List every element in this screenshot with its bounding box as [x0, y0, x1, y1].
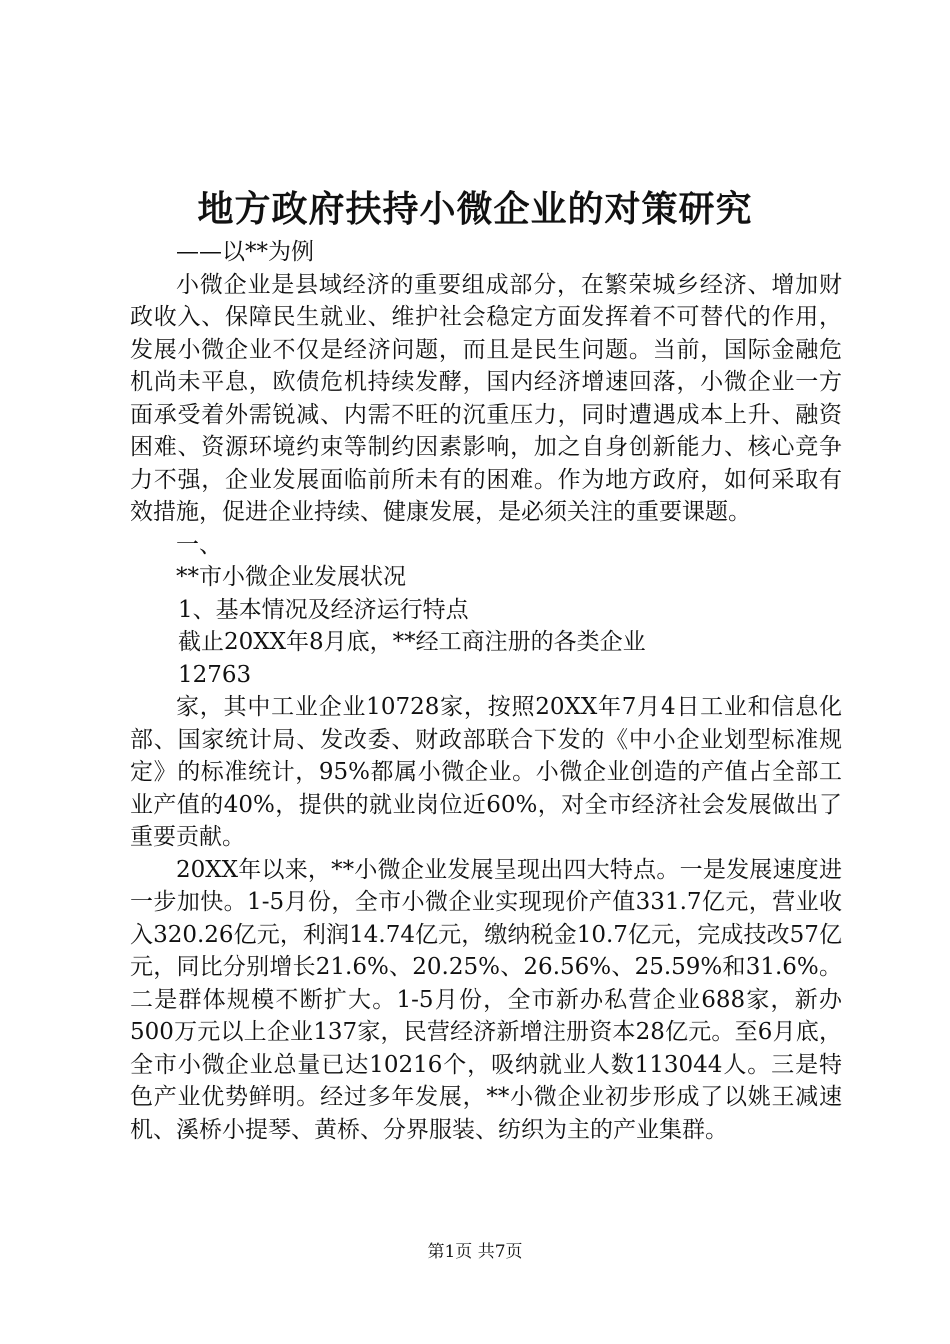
stat-number: 12763 [178, 661, 252, 688]
features-paragraph: 20XX年以来，**小微企业发展呈现出四大特点。一是发展速度进一步加快。1-5月份，全市小微企业实现现价产值331.7亿元，营业收入320.26亿元，利润14.74亿元，缴纳税金10.7亿元，完成技改57亿元，同比分别增长21.6%、20.25%、26.56%、25.59%和31.6%。二是群体规模不断扩大。1-5月份，全市新办私营企业688家，新办500万元以上企业137家，民营经济新增注册资本28亿元。至6月底，全市小微企业总量已达10216个，吸纳就业人数113044人。三是特色产业优势鲜明。经过多年发展，**小微企业初步形成了以姚王减速机、溪桥小提琴、黄桥、分界服装、纺织为主的产业集群。 [130, 856, 842, 1143]
document-subtitle: ——以**为例 [176, 239, 314, 265]
subsection-heading: 1、基本情况及经济运行特点 [178, 596, 469, 623]
intro-paragraph: 小微企业是县域经济的重要组成部分，在繁荣城乡经济、增加财政收入、保障民生就业、维护社会稳定方面发挥着不可替代的作用，发展小微企业不仅是经济问题，而且是民生问题。当前，国际金融危机尚未平息，欧债危机持续发酵，国内经济增速回落，小微企业一方面承受着外需锐减、内需不旺的沉重压力，同时遭遇成本上升、融资困难、资源环境约束等制约因素影响，加之自身创新能力、核心竞争力不强，企业发展面临前所未有的困难。作为地方政府，如何采取有效措施，促进企业持续、健康发展，是必须关注的重要课题。 [130, 271, 842, 525]
document-title: 地方政府扶持小微企业的对策研究 [197, 188, 753, 230]
stats-paragraph: 家，其中工业企业10728家，按照20XX年7月4日工业和信息化部、国家统计局、发改委、财政部联合下发的《中小企业划型标准规定》的标准统计，95%都属小微企业。小微企业创造的产值占全部工业产值的40%，提供的就业岗位近60%，对全市经济社会发展做出了重要贡献。 [130, 694, 842, 850]
document-body [130, 236, 842, 1146]
stat-line: 截止20XX年8月底，**经工商注册的各类企业 [178, 629, 646, 655]
section-number: 一、 [176, 531, 222, 558]
section-heading: **市小微企业发展状况 [176, 564, 406, 590]
page-footer: 第1页 共7页 [427, 1242, 523, 1262]
